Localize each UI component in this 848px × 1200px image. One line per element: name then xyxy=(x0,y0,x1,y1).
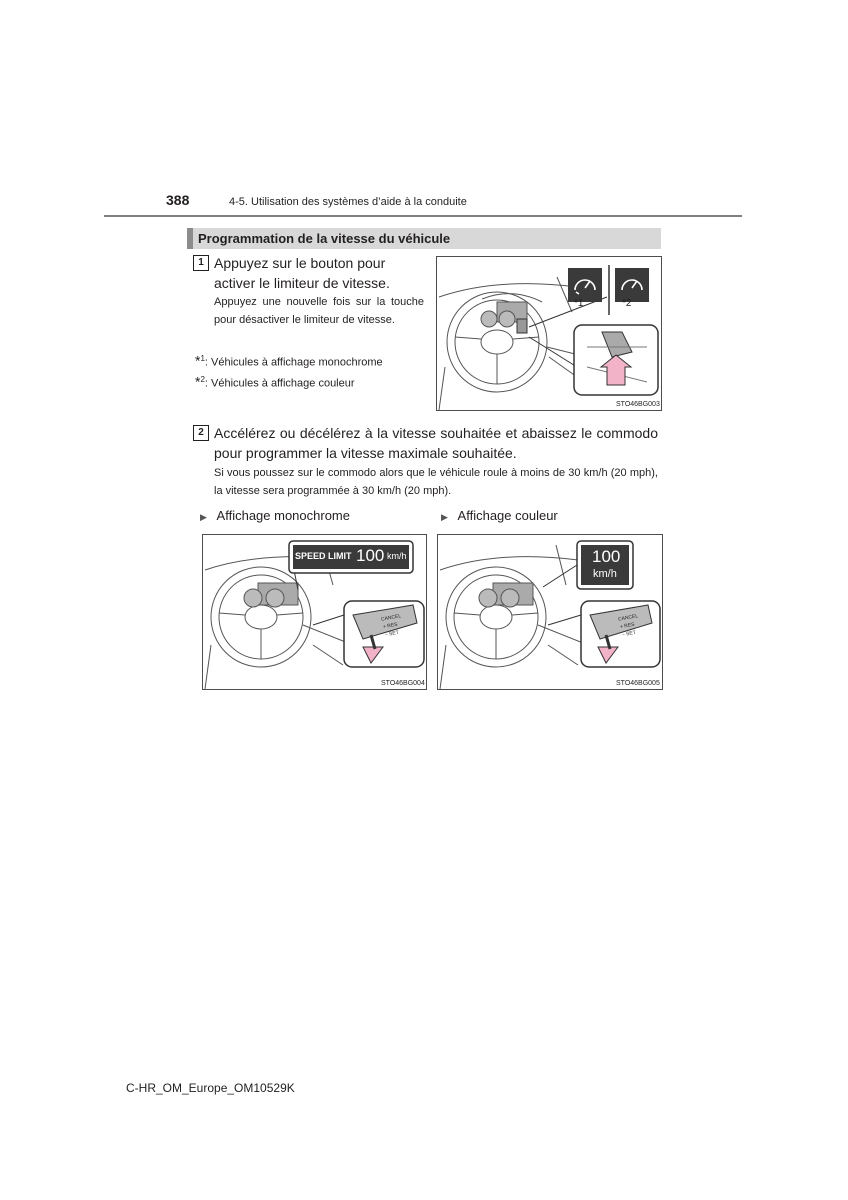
footnote-1 xyxy=(195,350,383,372)
figure-label-2: *2 xyxy=(622,298,632,309)
step-number-2: 2 xyxy=(193,425,209,441)
chapter-title: 4-5. Utilisation des systèmes d’aide à la conduite xyxy=(229,196,467,208)
dashboard-illustration xyxy=(438,535,662,689)
triangle-bullet-icon: ▶ xyxy=(441,512,448,522)
figure-label-1: *1 xyxy=(574,298,584,309)
option-label: Affichage monochrome xyxy=(216,508,350,523)
footnote-mark: * xyxy=(195,373,201,390)
lever-cancel-label: CANCEL xyxy=(380,613,402,623)
option-label: Affichage couleur xyxy=(457,508,558,523)
footnote-mark: * xyxy=(195,352,201,369)
lever-res-label: + RES xyxy=(619,621,636,631)
document-id: C-HR_OM_Europe_OM10529K xyxy=(126,1081,295,1095)
figure-code: STO46BG003 xyxy=(616,401,660,408)
step-number-1: 1 xyxy=(193,255,209,271)
section-title: Programmation de la vitesse du véhicule xyxy=(198,231,451,246)
figure-monochrome-display xyxy=(202,534,427,690)
footnote-text: : Véhicules à affichage monochrome xyxy=(204,356,383,369)
footnote-sup: 1 xyxy=(200,354,205,363)
lever-set-label: – SET xyxy=(384,629,400,639)
step2-text: Accélérez ou décélérez à la vitesse souhaitée et abaissez le commodo pour programmer la vitesse maximale souhaitée. xyxy=(214,425,658,461)
option-color xyxy=(441,508,558,523)
lever-res-label: + RES xyxy=(382,621,399,631)
figure-speed-limiter-button xyxy=(436,256,662,411)
option-monochrome xyxy=(200,508,350,523)
footnote-text: : Véhicules à affichage couleur xyxy=(204,377,355,390)
figure-code: STO46BG004 xyxy=(381,680,425,687)
lever-cancel-label: CANCEL xyxy=(617,613,639,623)
footnote-2 xyxy=(195,371,355,393)
display-speed-value: 100 xyxy=(356,546,385,565)
display-speed-value: 100 xyxy=(592,547,621,566)
lever-set-label: – SET xyxy=(621,629,637,639)
display-speed-unit: km/h xyxy=(593,568,617,580)
triangle-bullet-icon: ▶ xyxy=(200,512,207,522)
display-speed-limit-label: SPEED LIMIT xyxy=(295,551,352,561)
figure-color-display xyxy=(437,534,663,690)
step2-subtext: Si vous poussez sur le commodo alors que le véhicule roule à moins de 30 km/h (20 mph), la vitesse sera programmée à 30 km/h (20 mph). xyxy=(214,467,658,497)
display-speed-unit: km/h xyxy=(387,551,407,561)
figure-code: STO46BG005 xyxy=(616,680,660,687)
header-divider xyxy=(104,215,742,217)
footnote-sup: 2 xyxy=(200,375,205,384)
page-number: 388 xyxy=(166,192,190,208)
dashboard-illustration xyxy=(437,257,661,410)
step1-subtext: Appuyez une nouvelle fois sur la touche pour désactiver le limiteur de vitesse. xyxy=(214,296,424,326)
step1-text: Appuyez sur le bouton pour activer le limiteur de vitesse. xyxy=(214,255,390,291)
